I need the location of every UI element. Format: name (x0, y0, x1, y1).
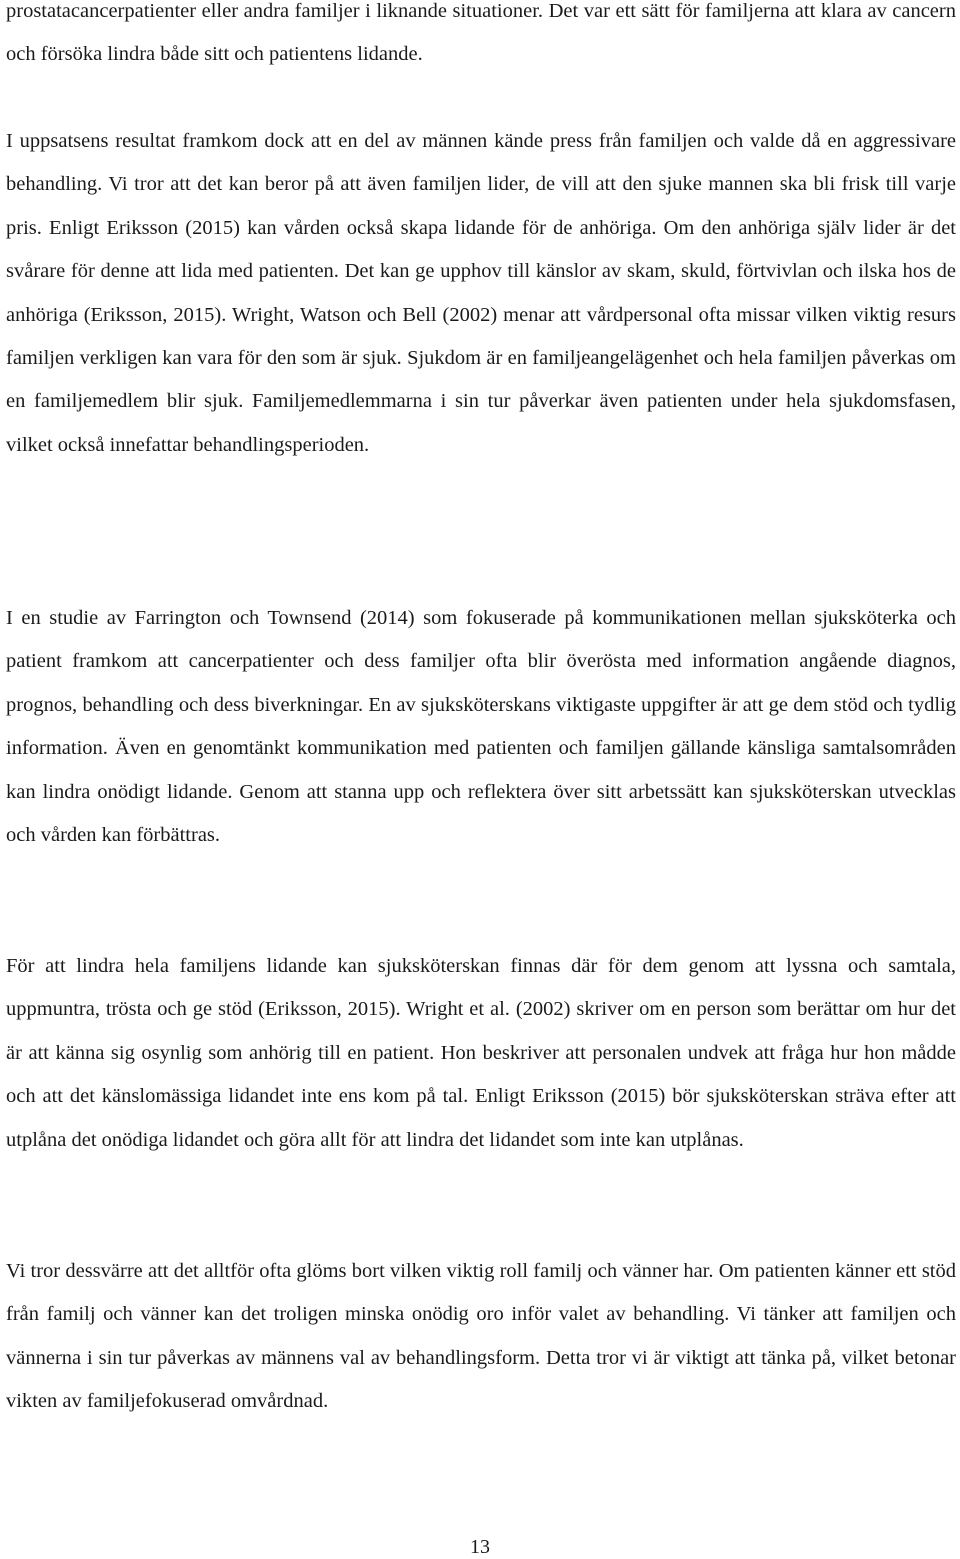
paragraph-continuation: prostatacancerpatienter eller andra familjer i liknande situationer. Det var ett sätt för familjerna att klara av cancern och försöka lindra både sitt och patientens lidande. (6, 0, 956, 66)
paragraph-relieve-suffering: För att lindra hela familjens lidande kan sjuksköterskan finnas där för dem genom att lyssna och samtala, uppmuntra, trösta och ge stöd (Eriksson, 2015). Wright et al. (2002) skriver om en person som berättar om hur det är att känna sig osynlig som anhörig till en patient. Hon beskriver att personalen undvek att fråga hur hon mådde och att det känslomässiga lidandet inte ens kom på tal. Enligt Eriksson (2015) bör sjuksköterskan sträva efter att utplåna det onödiga lidandet och göra allt för att lindra det lidandet som inte kan utplånas. (6, 955, 956, 1151)
page-number: 13 (470, 1536, 490, 1558)
paragraph-communication-study: I en studie av Farrington och Townsend (2014) som fokuserade på kommunikationen mellan sjuksköterka och patient framkom att cancerpatienter och dess familjer ofta blir överösta med information angående diagnos, prognos, behandling och dess biverkningar. En av sjuksköterskans viktigaste uppgifter är att ge dem stöd och tydlig information. Även en genomtänkt kommunikation med patienten och familjen gällande känsliga samtalsområden kan lindra onödigt lidande. Genom att stanna upp och reflektera över sitt arbetssätt kan sjuksköterskan utvecklas och vården kan förbättras. (6, 607, 956, 847)
paragraph-family-pressure: I uppsatsens resultat framkom dock att en del av männen kände press från familjen och valde då en aggressivare behandling. Vi tror att det kan beror på att även familjen lider, de vill att den sjuke mannen ska bli frisk till varje pris. Enligt Eriksson (2015) kan vården också skapa lidande för de anhöriga. Om den anhöriga själv lider är det svårare för denne att lida med patienten. Det kan ge upphov till känslor av skam, skuld, förtvivlan och ilska hos de anhöriga (Eriksson, 2015). Wright, Watson och Bell (2002) menar att vårdpersonal ofta missar vilken viktig resurs familjen verkligen kan vara för den som är sjuk. Sjukdom är en familjeangelägenhet och hela familjen påverkas om en familjemedlem blir sjuk. Familjemedlemmarna i sin tur påverkar även patienten under hela sjukdomsfasen, vilket också innefattar behandlingsperioden. (6, 130, 956, 456)
paragraph-family-role: Vi tror dessvärre att det alltför ofta glöms bort vilken viktig roll familj och vänner har. Om patienten känner ett stöd från familj och vänner kan det troligen minska onödig oro inför valet av behandling. Vi tänker att familjen och vännerna i sin tur påverkas av männens val av behandlingsform. Detta tror vi är viktigt att tänka på, vilket betonar vikten av familjefokuserad omvårdnad. (6, 1260, 956, 1413)
